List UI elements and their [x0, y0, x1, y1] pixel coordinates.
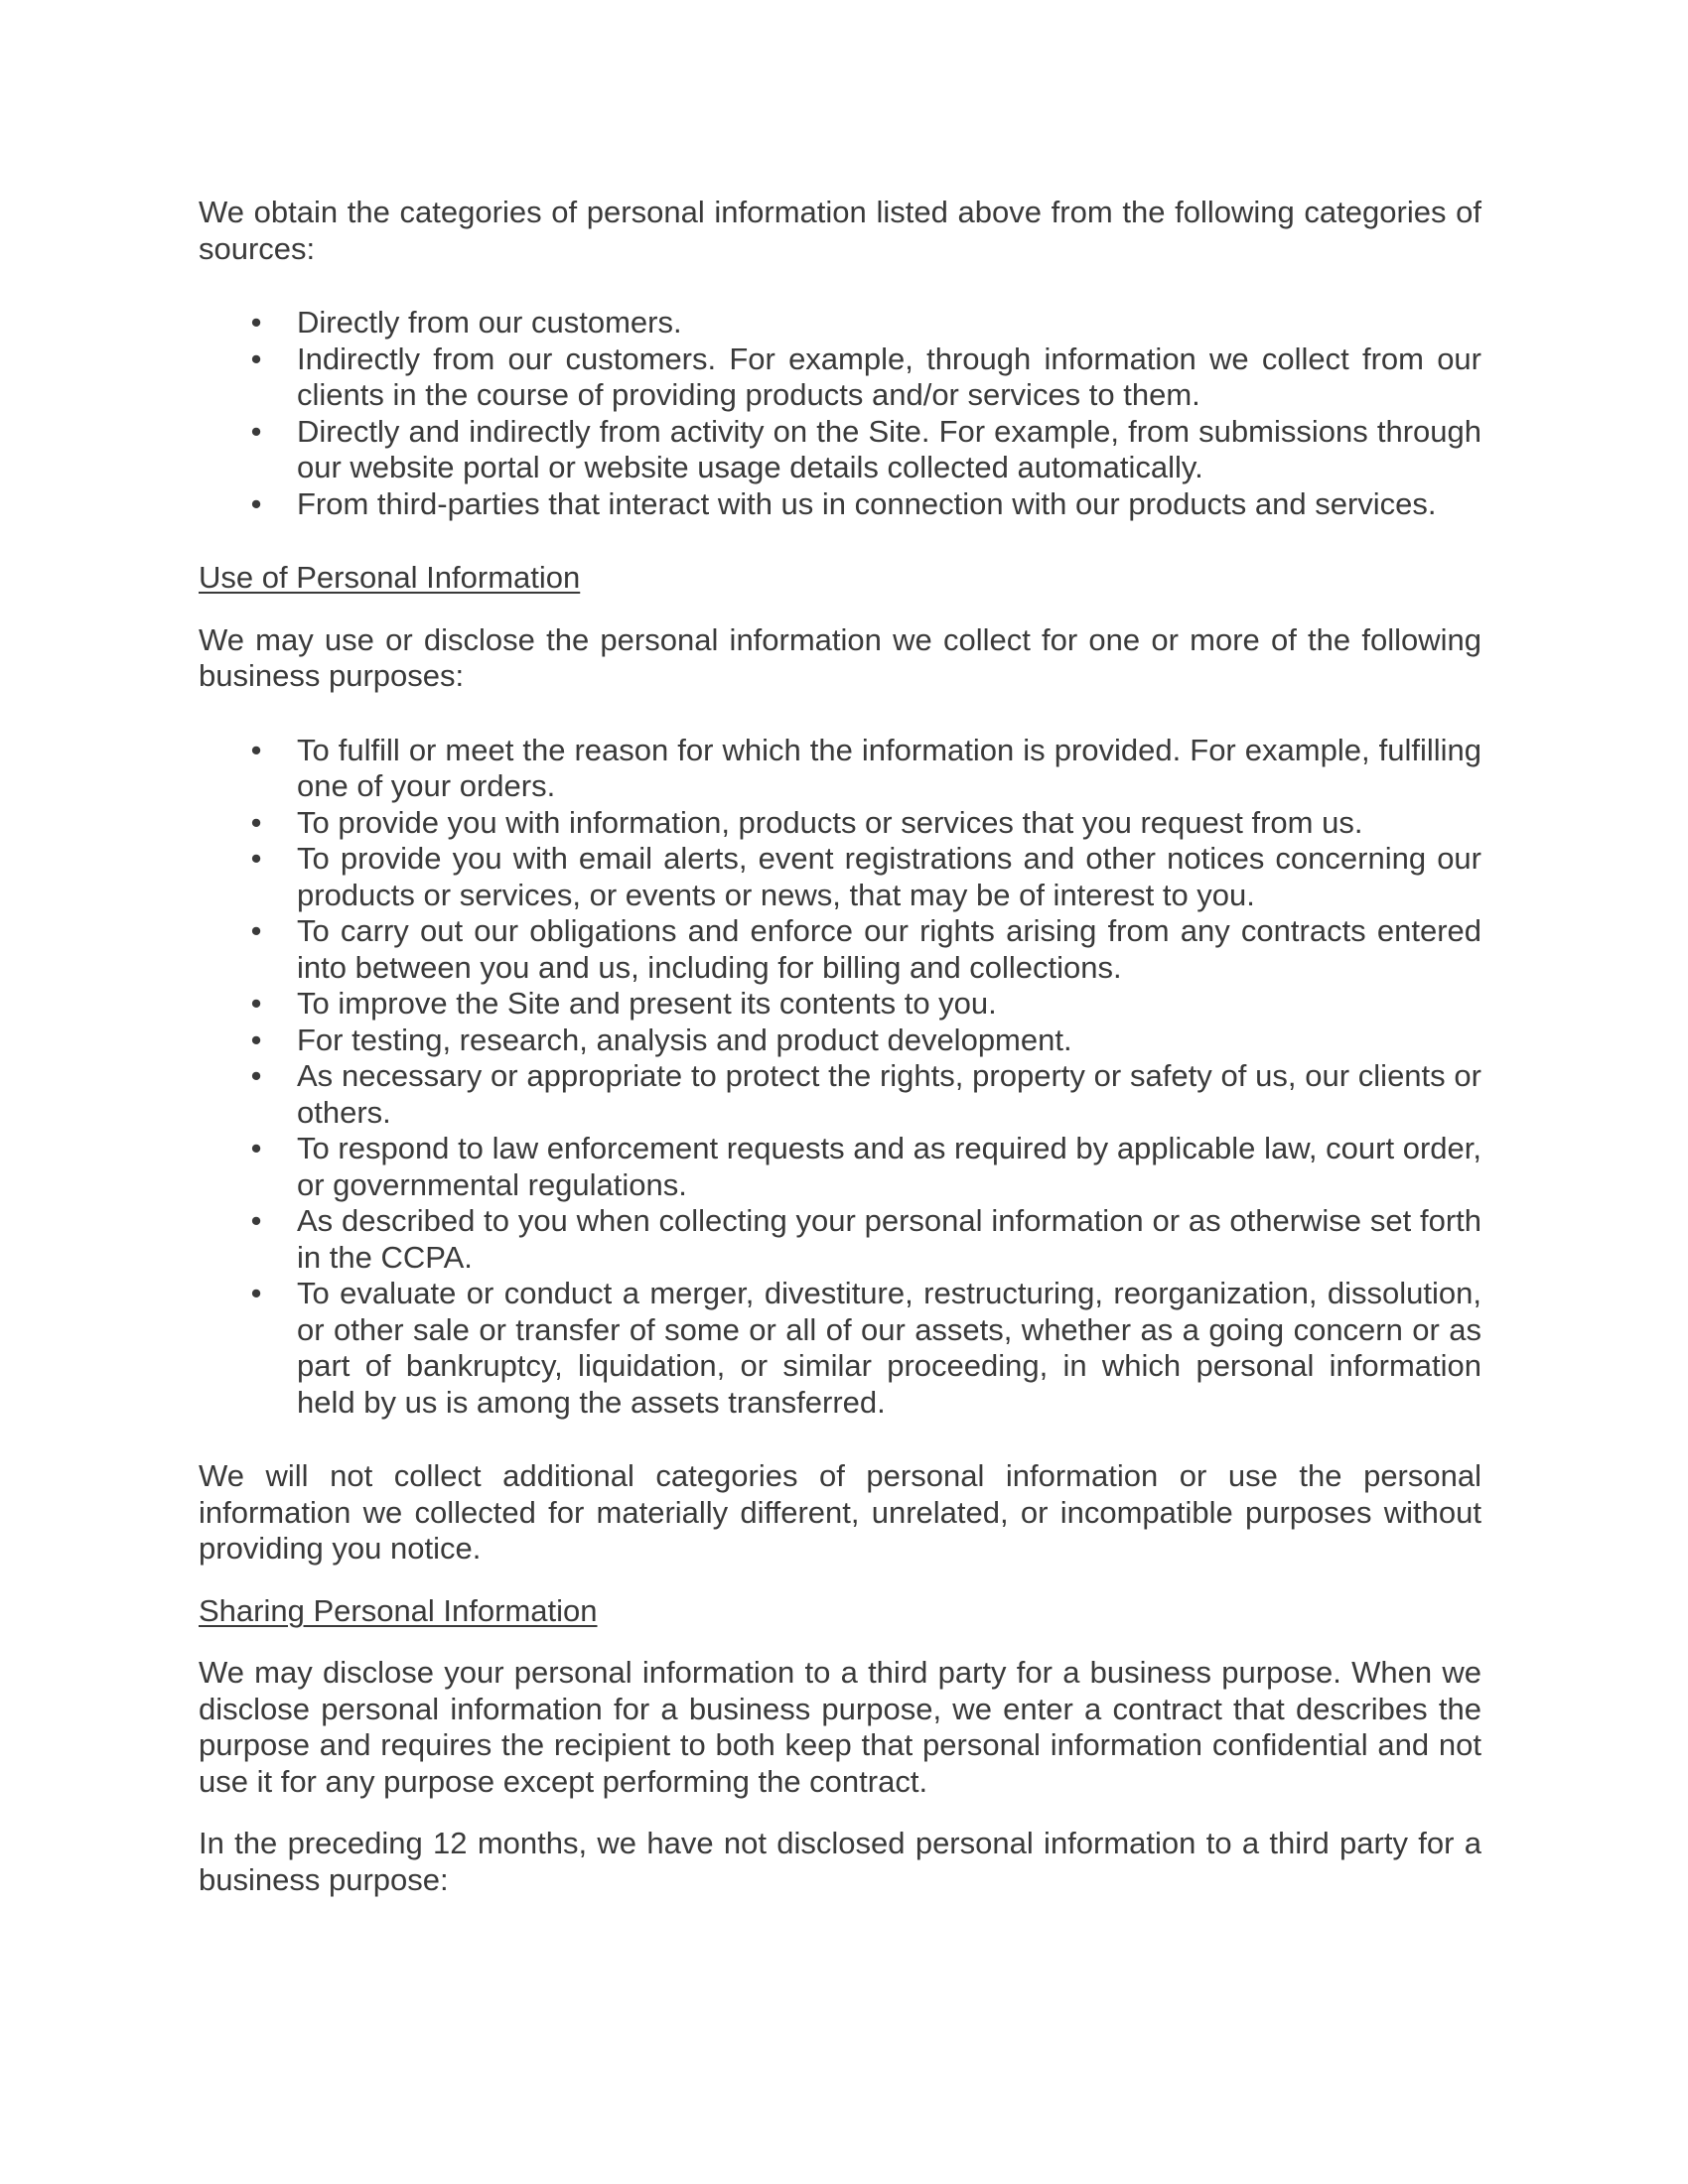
use-purposes-list [199, 733, 1481, 1422]
sources-intro: We obtain the categories of personal information listed above from the following categories of sources: [199, 195, 1481, 266]
bullet-icon: • [250, 804, 262, 840]
bullet-icon: • [250, 341, 262, 376]
bullet-icon: • [250, 986, 262, 1021]
bullet-icon: • [250, 841, 262, 876]
list-item: • To respond to law enforcement requests and as required by applicable law, court order, or governmental regulations. [199, 1131, 1481, 1203]
list-item: • To provide you with information, products or services that you request from us. [199, 805, 1481, 842]
bullet-icon: • [250, 1131, 262, 1165]
bullet-icon: • [250, 1022, 262, 1057]
bullet-icon: • [250, 732, 262, 767]
sharing-paragraph-1: We may disclose your personal information to a third party for a business purpose. When we disclose personal information for a business purpose, we enter a contract that describes the purpose and requires the recipient to both keep that personal information confidential and not use it for any purpose except performing the contract. [199, 1655, 1481, 1799]
use-closing-paragraph: We will not collect additional categories of personal information or use the personal information we collected for materially different, unrelated, or incompatible purposes without providing you notice. [199, 1458, 1481, 1566]
list-item: • To provide you with email alerts, event registrations and other notices concerning our products or services, or events or news, that may be of interest to you. [199, 841, 1481, 913]
list-item: • As described to you when collecting your personal information or as otherwise set forth in the CCPA. [199, 1203, 1481, 1276]
list-item: • To carry out our obligations and enforce our rights arising from any contracts entered into between you and us, including for billing and collections. [199, 913, 1481, 986]
list-item: • To fulfill or meet the reason for which the information is provided. For example, fulfilling one of your orders. [199, 733, 1481, 805]
list-item: • From third-parties that interact with us in connection with our products and services. [199, 486, 1481, 523]
bullet-icon: • [250, 485, 262, 521]
sources-list [199, 305, 1481, 522]
list-item: • As necessary or appropriate to protect the rights, property or safety of us, our clients or others. [199, 1058, 1481, 1131]
bullet-icon: • [250, 913, 262, 948]
use-heading: Use of Personal Information [199, 560, 581, 595]
list-item: • To improve the Site and present its contents to you. [199, 986, 1481, 1023]
list-item: • Indirectly from our customers. For example, through information we collect from our clients in the course of providing products and/or services to them. [199, 341, 1481, 414]
bullet-icon: • [250, 1276, 262, 1310]
bullet-icon: • [250, 1203, 262, 1238]
document-page [199, 195, 1481, 1924]
list-item: • To evaluate or conduct a merger, divestiture, restructuring, reorganization, dissolution, or other sale or transfer of some or all of our assets, whether as a going concern or as part of bankruptcy, liquidation, or similar proceeding, in which personal information held by us is among the assets transferred. [199, 1276, 1481, 1421]
list-item: • Directly and indirectly from activity on the Site. For example, from submissions through our website portal or website usage details collected automatically. [199, 414, 1481, 486]
bullet-icon: • [250, 413, 262, 449]
sharing-paragraph-2: In the preceding 12 months, we have not disclosed personal information to a third party for a business purpose: [199, 1826, 1481, 1897]
list-item: • For testing, research, analysis and product development. [199, 1023, 1481, 1059]
use-intro: We may use or disclose the personal information we collect for one or more of the following business purposes: [199, 621, 1481, 693]
sharing-heading: Sharing Personal Information [199, 1592, 598, 1628]
bullet-icon: • [250, 1058, 262, 1093]
list-item: • Directly from our customers. [199, 305, 1481, 341]
bullet-icon: • [250, 305, 262, 340]
